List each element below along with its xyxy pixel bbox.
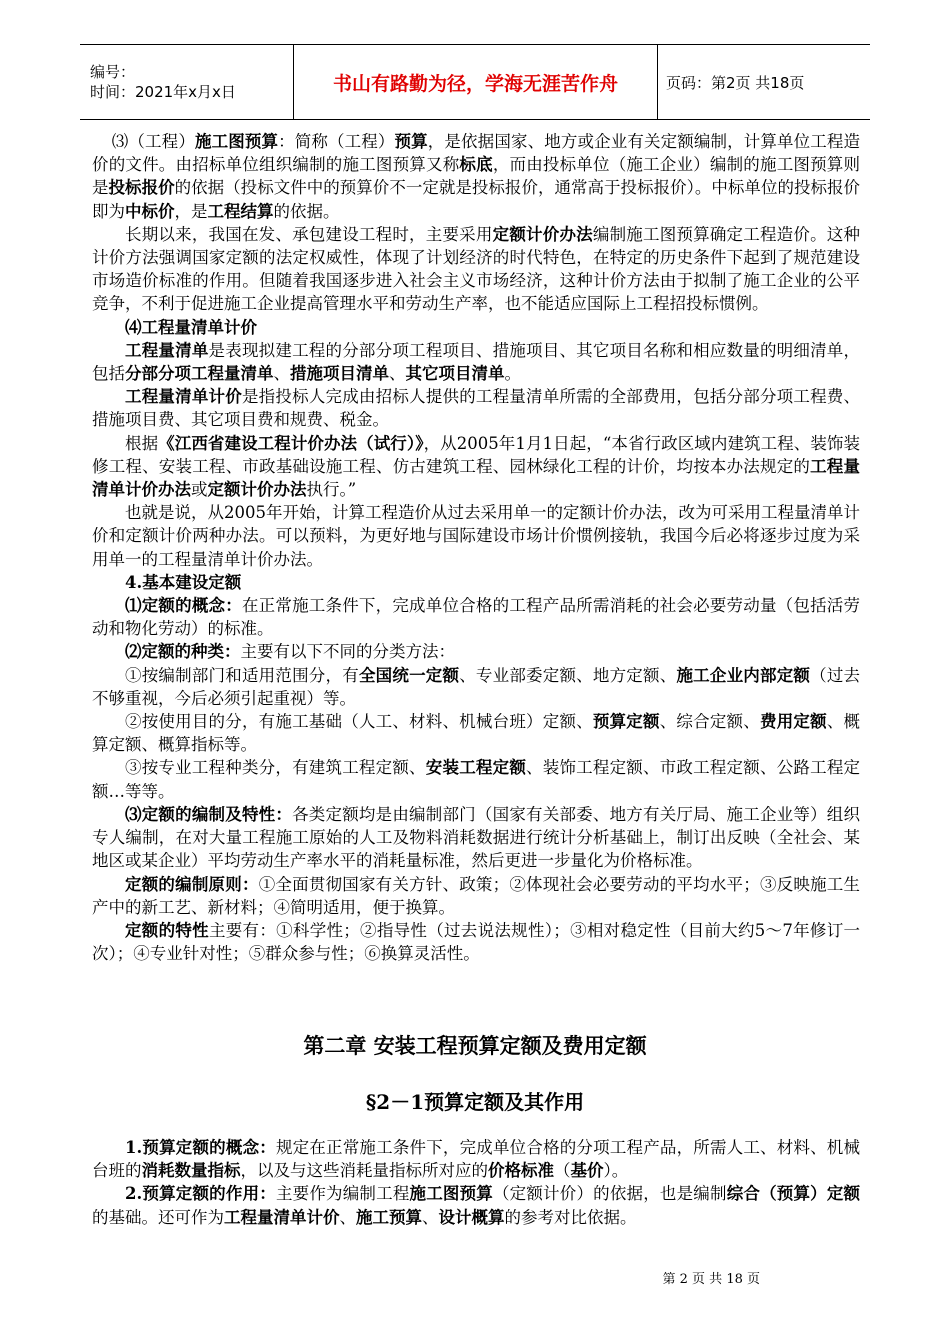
body-paragraph xyxy=(92,316,860,339)
text-run: 主要有：①科学性；②指导性（过去说法规性）；③相对稳定性（目前大约5～7年修订一次）；④专业针对性；⑤群众参与性；⑥换算灵活性。 xyxy=(92,920,860,964)
page-footer: 第 2 页 共 18 页 xyxy=(662,1272,760,1287)
bold-term: 4.基本建设定额 xyxy=(125,572,242,592)
bold-term: 定额计价办法 xyxy=(207,480,307,500)
bold-term: 综合（预算）定额 xyxy=(726,1184,861,1204)
bold-term: 施工企业内部定额 xyxy=(676,665,811,685)
text-run: ，以及与这些消耗量指标所对应的 xyxy=(240,1161,488,1181)
text-run: 。 xyxy=(504,364,521,384)
text-run: 、 xyxy=(273,364,290,384)
bold-term: ⑴定额的概念： xyxy=(125,596,242,616)
section-paragraph xyxy=(92,1182,860,1228)
bold-term: 预算定额 xyxy=(592,712,660,732)
text-run: ，是 xyxy=(174,201,208,221)
bold-term: 工程量清单计价办法 xyxy=(92,456,861,500)
body-text xyxy=(92,130,860,965)
bold-term: 安装工程定额 xyxy=(425,758,527,778)
bold-term: ⑵定额的种类： xyxy=(125,642,241,662)
body-paragraph xyxy=(92,130,860,223)
body-paragraph xyxy=(92,339,860,385)
text-run: 、专业部委定额、地方定额、 xyxy=(459,665,677,685)
bold-term: ⑷工程量清单计价 xyxy=(125,317,257,337)
text-run: 、装饰工程定额、市政工程定额、公路工程定额…等等。 xyxy=(92,758,861,801)
text-run: （定额计价）的依据，也是编制 xyxy=(492,1184,727,1204)
body-paragraph xyxy=(92,710,860,756)
bold-term: 施工图预算 xyxy=(194,132,279,151)
text-run: 或 xyxy=(191,480,208,500)
text-run: 的依据。 xyxy=(273,201,340,221)
bold-term: 费用定额 xyxy=(759,712,827,732)
body-paragraph xyxy=(92,385,860,431)
header-meta xyxy=(80,45,293,119)
section-title: §2－1预算定额及其作用 xyxy=(365,1090,585,1114)
bold-term: 《江西省建设工程计价办法（试行）》 xyxy=(158,433,424,453)
text-run: 长期以来，我国在发、承包建设工程时，主要采用 xyxy=(125,224,493,244)
text-run: ②按使用目的分，有施工基础（人工、材料、机械台班）定额、 xyxy=(125,712,593,732)
text-run: （ xyxy=(554,1161,571,1181)
bold-term: 定额的特性 xyxy=(125,920,209,940)
header-motto: 书山有路勤为径，学海无涯苦作舟 xyxy=(293,45,658,119)
body-paragraph xyxy=(92,873,860,919)
body-paragraph xyxy=(92,571,860,594)
bold-term: 设计概算 xyxy=(438,1207,505,1227)
text-run: （过去不够重视，今后必须引起重视）等。 xyxy=(92,665,861,708)
text-run: ①按编制部门和适用范围分，有 xyxy=(125,665,359,685)
body-paragraph xyxy=(92,919,860,965)
text-run: 、概算定额、概算指标等。 xyxy=(92,712,861,755)
text-run: ，而由投标单位（施工企业）编制的施工图预算则是 xyxy=(92,155,861,198)
text-run: 的基础。还可作为 xyxy=(92,1207,224,1227)
text-run: 是指投标人完成由招标人提供的工程量清单所需的全部费用，包括分部分项工程费、措施项目费、其它项目费和规费、税金。 xyxy=(92,387,861,430)
chapter-title: 第二章 安装工程预算定额及费用定额 xyxy=(303,1033,647,1058)
body-paragraph xyxy=(92,594,860,640)
body-paragraph xyxy=(92,664,860,710)
body-paragraph xyxy=(92,432,860,502)
bold-term: 其它项目清单 xyxy=(405,364,505,384)
bold-term: 工程量清单计价 xyxy=(125,387,242,407)
text-run: ③按专业工程种类分，有建筑工程定额、 xyxy=(125,758,426,778)
text-run: ①全面贯彻国家有关方针、政策；②体现社会必要劳动的平均水平；③反映施工生产中的新工艺、新材料；④简明适用，便于换算。 xyxy=(92,874,861,917)
text-run: 也就是说，从2005年开始，计算工程造价从过去采用单一的定额计价办法，改为可采用工程量清单计价和定额计价两种办法。可以预料，为更好地与国际建设市场计价惯例接轨，我国今后必将逐步过度为采用单一的工程量清单计价办法。 xyxy=(92,503,860,569)
bold-term: 全国统一定额 xyxy=(358,665,460,685)
bold-term: 施工图预算 xyxy=(409,1184,493,1204)
body-paragraph xyxy=(92,803,860,873)
page-header xyxy=(80,44,870,120)
text-run: 执行。” xyxy=(306,480,357,500)
bold-term: 施工预算 xyxy=(356,1207,422,1227)
text-run: 编制施工图预算确定工程造价。这种计价方法强调国家定额的法定权威性，体现了计划经济的时代特色，在特定的历史条件下起到了规范建设市场造价标准的作用。但随着我国逐步进入社会主义市场经济，这种计价方法由于拟制了施工企业的公平竞争，不利于促进施工企业提高管理水平和劳动生产率，也不能适应国际上工程招投标惯例。 xyxy=(92,224,861,314)
text-run: 的参考对比依据。 xyxy=(504,1207,637,1227)
text-run: ）。 xyxy=(603,1161,629,1181)
text-run: 根据 xyxy=(125,433,159,453)
section-paragraph xyxy=(92,1136,860,1182)
bold-term: 基价 xyxy=(570,1161,604,1181)
document-number-label: 编号： xyxy=(90,63,136,81)
text-run: ：简称（工程） xyxy=(278,132,395,151)
text-run: 是表现拟建工程的分部分项工程项目、措施项目、其它项目名称和相应数量的明细清单，包括 xyxy=(92,340,861,384)
text-run: 规定在正常施工条件下，完成单位合格的分项工程产品，所需人工、材料、机械台班的 xyxy=(92,1138,861,1181)
bold-term: 预算 xyxy=(394,132,428,151)
bold-term: 价格标准 xyxy=(488,1161,554,1181)
body-paragraph xyxy=(92,756,860,802)
bold-term: 消耗数量指标 xyxy=(141,1161,241,1181)
text-run: ⑶（工程） xyxy=(111,132,195,151)
text-run: 的依据（投标文件中的预算价不一定就是投标报价，通常高于投标报价）。中标单位的投标报价即为 xyxy=(92,178,861,221)
bold-term: 措施项目清单 xyxy=(290,364,389,384)
text-run: ，是依据国家、地方或企业有关定额编制，计算单位工程造价的文件。由招标单位组织编制的施工图预算又称 xyxy=(92,132,861,175)
bold-term: ⑶定额的编制及特性： xyxy=(125,804,293,824)
text-run: 、 xyxy=(422,1207,439,1227)
header-page-label: 页码：第2页 共18页 xyxy=(666,73,805,92)
text-run: 在正常施工条件下，完成单位合格的工程产品所需消耗的社会必要劳动量（包括活劳动和物化劳动）的标准。 xyxy=(92,596,861,639)
bold-term: 投标报价 xyxy=(108,178,175,198)
bold-term: 工程量清单计价 xyxy=(224,1207,340,1227)
text-run: 、 xyxy=(339,1207,356,1227)
bold-term: 分部分项工程量清单 xyxy=(125,364,274,384)
text-run: 各类定额均是由编制部门（国家有关部委、地方有关厅局、施工企业等）组织专人编制，在对大量工程施工原始的人工及物料消耗数据进行统计分析基础上，制订出反映（全社会、某地区或某企业）平均劳动生产率水平的消耗量标准，然后更进一步量化为价格标准。 xyxy=(92,804,861,871)
body-paragraph xyxy=(92,640,860,663)
document-time-label: 时间：2021年x月x日 xyxy=(90,83,236,101)
text-run: ，从2005年1月1日起，“本省行政区域内建筑工程、装饰装修工程、安装工程、市政基础设施工程、仿古建筑工程、园林绿化工程的计价，均按本办法规定的 xyxy=(92,433,861,476)
text-run: 主要作为编制工程 xyxy=(275,1184,410,1204)
bold-term: 标底 xyxy=(459,155,493,175)
body-paragraph xyxy=(92,501,860,571)
section-body-text xyxy=(92,1136,860,1229)
bold-term: 2.预算定额的作用： xyxy=(125,1184,276,1204)
bold-term: 工程结算 xyxy=(207,201,274,221)
text-run: 主要有以下不同的分类方法： xyxy=(240,642,455,662)
body-paragraph xyxy=(92,223,860,316)
text-run: 、综合定额、 xyxy=(659,712,760,732)
text-run: 、 xyxy=(389,364,406,384)
bold-term: 定额的编制原则： xyxy=(125,874,259,894)
bold-term: 中标价 xyxy=(125,201,175,221)
bold-term: 1.预算定额的概念： xyxy=(125,1138,276,1157)
bold-term: 工程量清单 xyxy=(125,340,209,360)
bold-term: 定额计价办法 xyxy=(492,224,593,244)
